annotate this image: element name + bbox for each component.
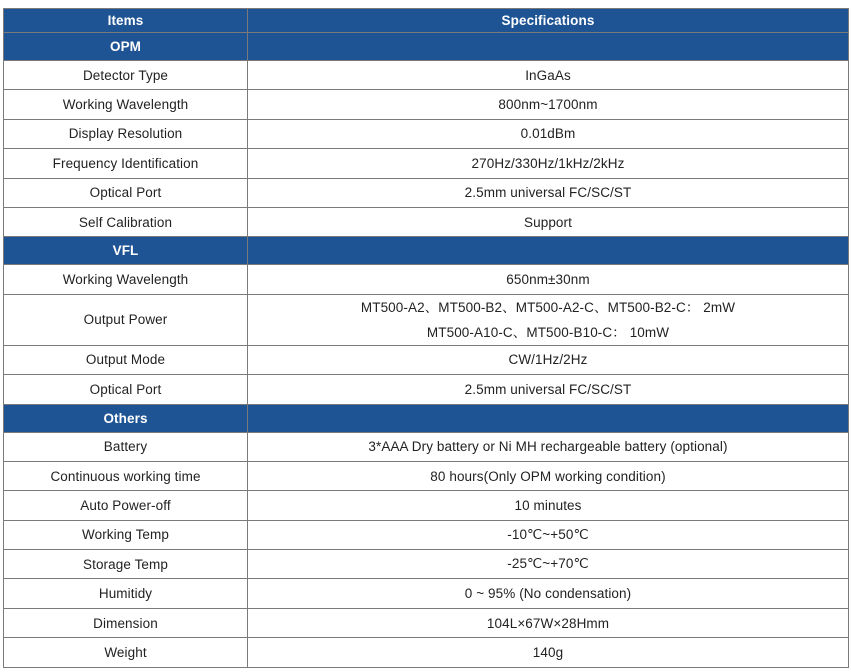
item-cell: Display Resolution bbox=[4, 119, 248, 148]
spec-cell: 80 hours(Only OPM working condition) bbox=[248, 461, 849, 490]
spec-cell: 3*AAA Dry battery or Ni MH rechargeable battery (optional) bbox=[248, 432, 849, 461]
spec-cell: 0.01dBm bbox=[248, 119, 849, 148]
item-cell: Battery bbox=[4, 432, 248, 461]
item-cell: Humitidy bbox=[4, 579, 248, 608]
spec-cell: -25℃~+70℃ bbox=[248, 550, 849, 579]
spec-cell: CW/1Hz/2Hz bbox=[248, 345, 849, 374]
item-cell: Output Mode bbox=[4, 345, 248, 374]
header-specifications: Specifications bbox=[248, 9, 849, 33]
table-row bbox=[4, 265, 849, 294]
table-row bbox=[4, 149, 849, 178]
spec-line: MT500-A10-C、MT500-B10-C： 10mW bbox=[426, 324, 670, 340]
item-cell: Continuous working time bbox=[4, 461, 248, 490]
table-row bbox=[4, 207, 849, 236]
spec-cell: 104L×67W×28Hmm bbox=[248, 608, 849, 637]
table-row bbox=[4, 638, 849, 667]
item-cell: Optical Port bbox=[4, 178, 248, 207]
table-row bbox=[4, 491, 849, 520]
spec-cell: 140g bbox=[248, 638, 849, 667]
section-blank bbox=[248, 237, 849, 265]
item-cell: Weight bbox=[4, 638, 248, 667]
item-cell: Storage Temp bbox=[4, 550, 248, 579]
section-title: OPM bbox=[4, 33, 248, 61]
spec-cell: Support bbox=[248, 207, 849, 236]
spec-table bbox=[3, 8, 849, 668]
item-cell: Working Wavelength bbox=[4, 90, 248, 119]
section-blank bbox=[248, 404, 849, 432]
section-title: Others bbox=[4, 404, 248, 432]
table-row bbox=[4, 432, 849, 461]
table-row bbox=[4, 579, 849, 608]
table-row bbox=[4, 178, 849, 207]
table-row bbox=[4, 461, 849, 490]
table-row bbox=[4, 119, 849, 148]
spec-cell: 0 ~ 95% (No condensation) bbox=[248, 579, 849, 608]
section-row-others bbox=[4, 404, 849, 432]
item-cell: Auto Power-off bbox=[4, 491, 248, 520]
header-items: Items bbox=[4, 9, 248, 33]
spec-cell: 270Hz/330Hz/1kHz/2kHz bbox=[248, 149, 849, 178]
item-cell: Working Temp bbox=[4, 520, 248, 549]
item-cell: Working Wavelength bbox=[4, 265, 248, 294]
table-row bbox=[4, 90, 849, 119]
spec-cell: -10℃~+50℃ bbox=[248, 520, 849, 549]
table-row bbox=[4, 520, 849, 549]
item-cell: Dimension bbox=[4, 608, 248, 637]
spec-cell: InGaAs bbox=[248, 61, 849, 90]
table-row bbox=[4, 345, 849, 374]
table-row bbox=[4, 61, 849, 90]
spec-cell: 2.5mm universal FC/SC/ST bbox=[248, 178, 849, 207]
section-title: VFL bbox=[4, 237, 248, 265]
spec-cell: 800nm~1700nm bbox=[248, 90, 849, 119]
section-row-vfl bbox=[4, 237, 849, 265]
spec-cell: 2.5mm universal FC/SC/ST bbox=[248, 375, 849, 404]
spec-cell: 10 minutes bbox=[248, 491, 849, 520]
table-row bbox=[4, 608, 849, 637]
item-cell: Frequency Identification bbox=[4, 149, 248, 178]
table-row bbox=[4, 550, 849, 579]
table-row bbox=[4, 375, 849, 404]
item-cell: Detector Type bbox=[4, 61, 248, 90]
spec-line: MT500-A2、MT500-B2、MT500-A2-C、MT500-B2-C： 2mW bbox=[360, 299, 736, 315]
item-cell: Self Calibration bbox=[4, 207, 248, 236]
spec-cell: 650nm±30nm bbox=[248, 265, 849, 294]
section-blank bbox=[248, 33, 849, 61]
table-header bbox=[4, 9, 849, 33]
item-cell: Optical Port bbox=[4, 375, 248, 404]
item-cell: Output Power bbox=[4, 294, 248, 345]
table-row bbox=[4, 294, 849, 345]
spec-cell bbox=[248, 294, 849, 345]
section-row-opm bbox=[4, 33, 849, 61]
